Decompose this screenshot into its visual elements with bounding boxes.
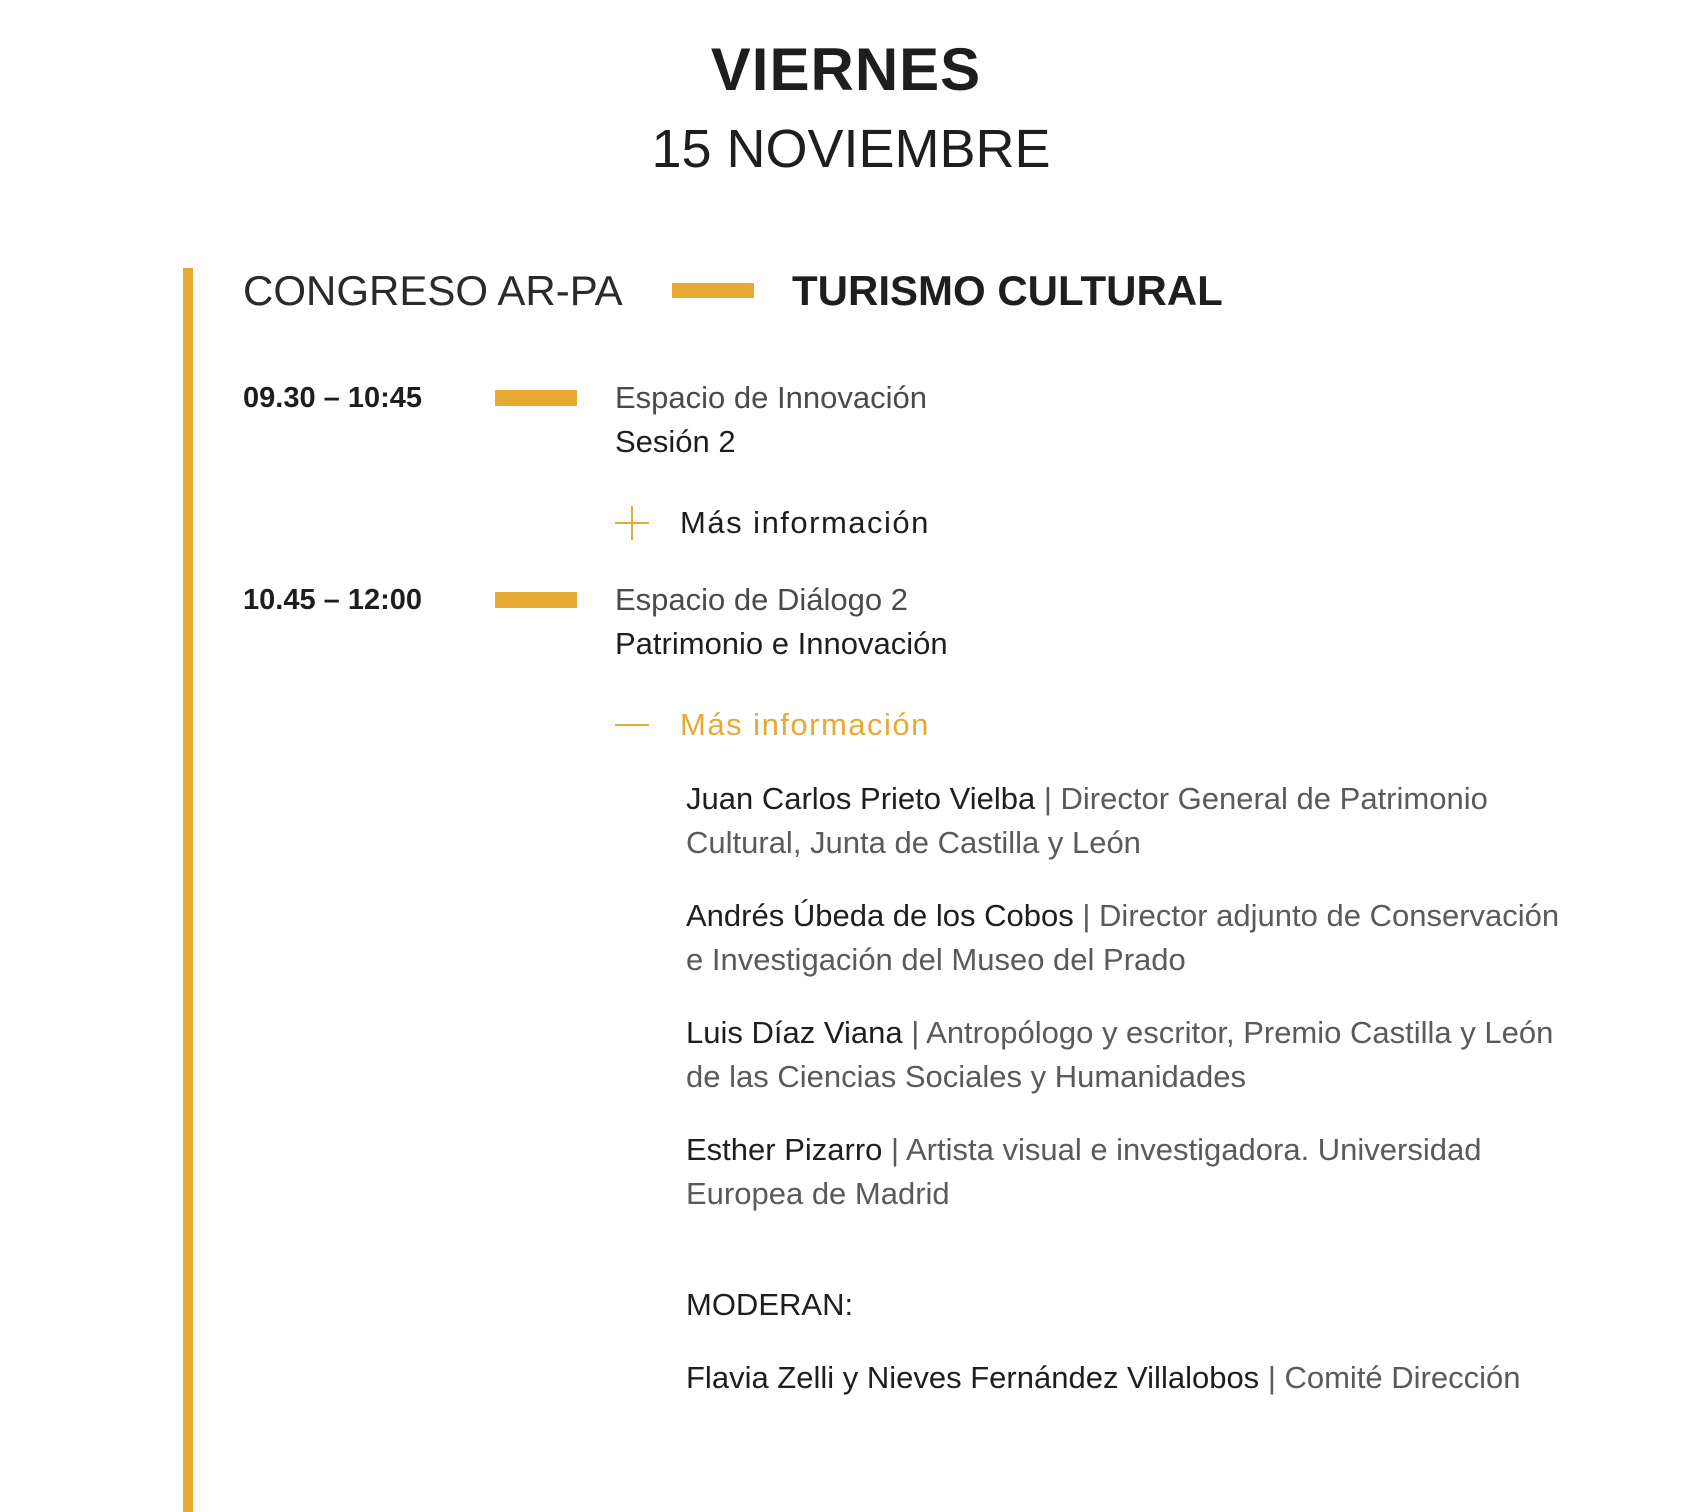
session-title: Espacio de Innovación <box>615 380 927 415</box>
more-info-label: Más información <box>680 505 930 540</box>
accent-dash <box>495 390 577 406</box>
speaker-name: Juan Carlos Prieto Vielba <box>686 781 1036 816</box>
timeline-bar <box>183 268 193 1512</box>
speaker-role: | Director General de Patrimonio Cultural, Junta de Castilla y León <box>686 781 1488 860</box>
speaker-role: | Director adjunto de Conservación e Investigación del Museo del Prado <box>686 898 1560 977</box>
session-subtitle: Patrimonio e Innovación <box>615 626 948 661</box>
session-time: 09.30 – 10:45 <box>243 382 422 414</box>
speaker-role: | Artista visual e investigadora. Universidad Europea de Madrid <box>686 1132 1482 1211</box>
session-time: 10.45 – 12:00 <box>243 584 422 616</box>
moderators-label: MODERAN: <box>686 1287 854 1322</box>
session-subtitle: Sesión 2 <box>615 424 736 459</box>
day-name: VIERNES <box>710 36 982 103</box>
moderator-role: | Comité Dirección <box>1267 1360 1521 1395</box>
session-details <box>686 777 1566 1429</box>
accent-dash <box>495 592 577 608</box>
accent-dash <box>672 283 754 298</box>
speaker-role: | Antropólogo y escritor, Premio Castilla y León de las Ciencias Sociales y Humanidades <box>686 1015 1554 1094</box>
session-title: Espacio de Diálogo 2 <box>615 582 908 617</box>
congress-name: CONGRESO AR-PA <box>243 267 623 314</box>
speaker-name: Andrés Úbeda de los Cobos <box>686 898 1074 933</box>
speaker-entry <box>686 777 1566 865</box>
minus-icon <box>615 703 649 747</box>
congress-topic: TURISMO CULTURAL <box>792 267 1223 314</box>
speaker-name: Esther Pizarro <box>686 1132 883 1167</box>
speaker-entry <box>686 1011 1566 1099</box>
day-date: 15 NOVIEMBRE <box>651 119 1051 179</box>
speaker-entry <box>686 1128 1566 1216</box>
more-info-label: Más información <box>680 707 930 742</box>
day-header <box>0 30 1702 184</box>
moderator-names: Flavia Zelli y Nieves Fernández Villalobos <box>686 1360 1260 1395</box>
speaker-entry <box>686 894 1566 982</box>
plus-icon <box>615 501 649 545</box>
moderator-entry <box>686 1356 1566 1400</box>
speaker-name: Luis Díaz Viana <box>686 1015 903 1050</box>
